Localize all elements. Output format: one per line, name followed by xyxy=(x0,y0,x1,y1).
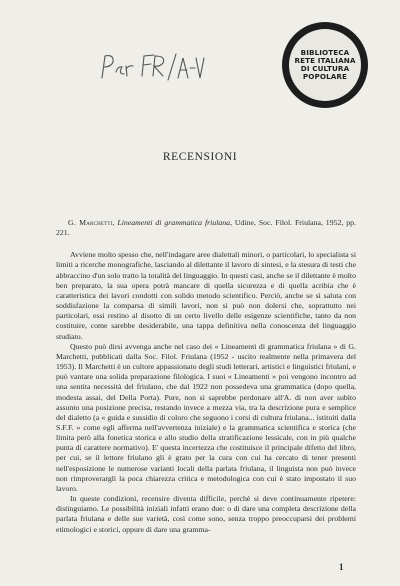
reference-publication: , Udine, Soc. Filol. Friulana, 1952, pp. 221. xyxy=(56,218,356,238)
reference-work-title: Lineamenti di grammatica friulana xyxy=(117,218,231,227)
reference-author: G. Marchetti xyxy=(68,218,113,227)
stamp-inner xyxy=(289,29,361,101)
paragraph: In queste condizioni, recensire diventa difficile, perchè si deve continuamente ripetere: distinguiamo. Le possibilità iniziali infatti erano due: o di dare una completa descrizione della parlata friulana e delle sue varietà, così come sono, senza troppo preoccuparsi dei problemi etimologici e storici, oppure di dare una gramma- xyxy=(56,494,356,534)
library-stamp xyxy=(282,22,368,108)
stamp-line: DI CULTURA xyxy=(300,64,350,73)
bibliographic-reference: G. Marchetti, Lineamenti di grammatica friulana, Udine, Soc. Filol. Friulana, 1952, pp. 221. xyxy=(56,218,356,238)
handwritten-note xyxy=(96,52,206,86)
page-number: 1 xyxy=(339,562,344,572)
stamp-line: BIBLIOTECA xyxy=(300,47,350,57)
paragraph: Questo può dirsi avvenga anche nel caso dei « Lineamenti di grammatica friulana » di G. Marchetti, pubblicati dalla Soc. Filol. Friulana (1952 - uscito realmente nella primavera del 1953). Il Marchetti è un cultore appassionato degli studi letterari, artistici e linguistici friulani, e può vantare una solida preparazione filologica. I suoi « Lineamenti » poi vengono incontro ad una sentita necessità del friulano, che dal 1922 non possedeva una grammatica (dopo quella, modesta assai, del Della Porta). Pure, non si saprebbe perdonare all'A. di non aver subito assunto una posizione precisa, restando invece a mezza via, tra la descrizione pura e semplice del dialetto (a « guida e sussidio di coloro che seguono i corsi di cultura friulana... istituiti dalla S.F.F. » come egli afferma nell'avvertenza iniziale) e la grammatica scientifica e storica (che limita però alla fonetica storica e allo studio della stratificazione lessicale, con in più qualche punta di carattere normativo). E' questa incertezza che costituisce il principale difetto del libro, per cui, se il lettore friulano gli è grato per la cura con cui ha cercato di tener presenti nell'esposizione le numerose varianti locali della parlata friulana, il linguista non può invece non rimproverargli la poca chiarezza critica e metodologica con cui è stato impostato il suo lavoro. xyxy=(56,341,356,493)
stamp-line: RETE ITALIANA xyxy=(294,55,356,65)
stamp-line: POPOLARE xyxy=(302,72,348,82)
paragraph: Avviene molto spesso che, nell'indagare aree dialettali minori, o particolari, lo specialista si limiti a ricerche monografiche, lasciando al dilettante il lavoro di sintesi, e la stesura di testi che abbraccino d'un solo tratto la totalità del linguaggio. In questi casi, anche se il dilettante è molto ben preparato, la sua opera potrà mancare di quella sicurezza e di quella acribia che è caratteristica dei lavori condotti con solido metodo scientifico. Perciò, anche se si saluta con soddisfazione la comparsa di simili lavori, non si può non dolersi che, soprattutto nei particolari, essi restino al disotto di un certo livello delle esigenze scientifiche, tanto da non costituire, come sarebbe desiderabile, una tappa definitiva nella conoscenza del linguaggio studiato. xyxy=(56,250,356,341)
review-body xyxy=(56,218,356,535)
page-title: RECENSIONI xyxy=(162,151,238,163)
handwritten-signature-icon xyxy=(96,52,206,86)
